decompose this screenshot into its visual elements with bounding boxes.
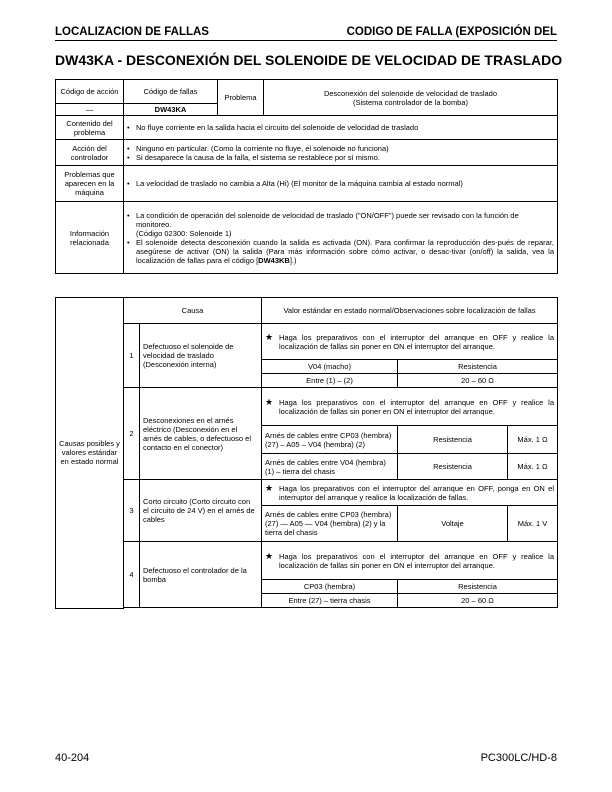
page-number: 40-204 [55, 752, 90, 764]
machine-cell [124, 166, 558, 202]
related-item-1 [127, 211, 554, 238]
related-text-2: El solenoide detecta desconexión cuando la salida es activada (ON). Para confirmar la reproducción des-pués de reparar, asegúrese de activar (ON) la salida (Para más información sobre cómo activar, o desac-tivar (on/off) la salida, vea la localización de fallas para el código [ [136, 237, 554, 265]
cause-number: 3 [124, 480, 140, 542]
header-rule [55, 40, 557, 41]
machine-label: Problemas que aparecen en la máquina [56, 166, 124, 202]
note-text: Haga los preparativos con el interruptor del arranque en OFF, ponga en ON el interruptor del arranque y realice la localización de fallas. [279, 483, 555, 502]
measure-header: Resistencia [398, 580, 558, 594]
content-text: • No fluye corriente en la salida hacia el circuito del solenoide de velocidad de traslado [127, 123, 554, 132]
causes-table [55, 297, 558, 609]
cause-description: Defectuoso el solenoide de velocidad de traslado (Desconexión interna) [140, 324, 262, 388]
measure-value: 20 – 60 Ω [398, 374, 558, 388]
cause-number: 1 [124, 324, 140, 388]
problem-line-2: (Sistema controlador de la bomba) [352, 97, 469, 107]
star-icon: ★ [265, 331, 274, 342]
info-table [55, 79, 558, 274]
content-cell [124, 116, 558, 140]
cause-description: Desconexiones en el arnés eléctrico (Desconexión en el arnés de cables, o defectuoso el contacto en el conector) [140, 388, 262, 480]
related-fault-link: DW43KB [258, 255, 290, 265]
measure-header: Resistencia [398, 360, 558, 374]
cause-note [262, 542, 558, 580]
measure-point: Entre (1) – (2) [262, 374, 398, 388]
cause-note [262, 480, 558, 506]
machine-text: • La velocidad de traslado no cambia a Alta (Hi) (El monitor de la máquina cambia al estado normal) [127, 179, 554, 188]
cause-note [262, 324, 558, 360]
action-code-value: — [56, 104, 124, 116]
problem-line-1: Desconexión del solenoide de velocidad de traslado [323, 88, 498, 98]
cause-number: 4 [124, 542, 140, 608]
value-header: Valor estándar en estado normal/Observaciones sobre localización de fallas [262, 298, 558, 324]
measure-point: Arnés de cables entre CP03 (hembra) (27) – A05 – V04 (hembra) (2) [262, 426, 398, 454]
related-cell [124, 202, 558, 274]
fault-code-value: DW43KA [124, 104, 218, 116]
related-text-1: • La condición de operación del solenoide de velocidad de traslado ("ON/OFF") puede ser revisado con la función de monitoreo. [136, 210, 519, 229]
star-icon: ★ [265, 550, 274, 561]
related-code: (Código 02300: Solenoide 1) [136, 228, 232, 238]
related-item-2 [127, 238, 554, 265]
cause-header: Causa [124, 298, 262, 324]
problem-description [264, 80, 558, 116]
problem-label: Problema [218, 80, 264, 116]
fault-code-label: Código de fallas [124, 80, 218, 104]
controller-cell [124, 140, 558, 166]
measure-value: Máx. 1 V [508, 506, 558, 542]
measure-value: Máx. 1 Ω [508, 454, 558, 480]
measure-point: Entre (27) – tierra chasis [262, 594, 398, 608]
controller-item: • Ninguno en particular. (Como la corriente no fluye, el solenoide no funciona) [127, 144, 554, 153]
related-text-2-end: ].) [289, 255, 297, 265]
action-code-label: Código de acción [56, 80, 124, 104]
note-text: Haga los preparativos con el interruptor del arranque en OFF y realice la localización de fallas sin poner en ON el interruptor del arranque. [279, 332, 555, 351]
measure-value: 20 – 60 Ω [398, 594, 558, 608]
model-name: PC300LC/HD-8 [480, 752, 557, 764]
header-category: CODIGO DE FALLA (EXPOSICIÓN DEL [346, 26, 557, 38]
related-label: Información relacionada [56, 202, 124, 274]
cause-description: Corto circuito (Corto circuito con el circuito de 24 V) en el arnés de cables [140, 480, 262, 542]
measure-header: CP03 (hembra) [262, 580, 398, 594]
cause-number: 2 [124, 388, 140, 480]
cause-note [262, 388, 558, 426]
star-icon: ★ [265, 482, 274, 493]
cause-description: Defectuoso el controlador de la bomba [140, 542, 262, 608]
header-section: LOCALIZACION DE FALLAS [55, 26, 209, 38]
controller-label: Acción del controlador [56, 140, 124, 166]
page-header [55, 26, 557, 40]
measure-point: Arnés de cables entre CP03 (hembra) (27) — A05 — V04 (hembra) (2) y la tierra del chasis [262, 506, 398, 542]
causes-side-label: Causas posibles y valores estándar en estado normal [56, 298, 124, 609]
measure-header: V04 (macho) [262, 360, 398, 374]
note-text: Haga los preparativos con el interruptor del arranque en OFF y realice la localización de fallas sin poner en ON el interruptor del arranque. [279, 397, 555, 416]
measure-point: Arnés de cables entre V04 (hembra) (1) – tierra del chasis [262, 454, 398, 480]
measure-kind: Voltaje [398, 506, 508, 542]
page-title: DW43KA - DESCONEXIÓN DEL SOLENOIDE DE VELOCIDAD DE TRASLADO [55, 52, 563, 68]
content-label: Contenido del problema [56, 116, 124, 140]
measure-kind: Resistencia [398, 426, 508, 454]
star-icon: ★ [265, 396, 274, 407]
note-text: Haga los preparativos con el interruptor del arranque en OFF y realice la localización de fallas sin poner en ON el interruptor del arranque. [279, 551, 555, 570]
controller-item: • Si desaparece la causa de la falla, el sistema se restablece por sí mismo. [127, 153, 554, 162]
measure-value: Máx. 1 Ω [508, 426, 558, 454]
measure-kind: Resistencia [398, 454, 508, 480]
